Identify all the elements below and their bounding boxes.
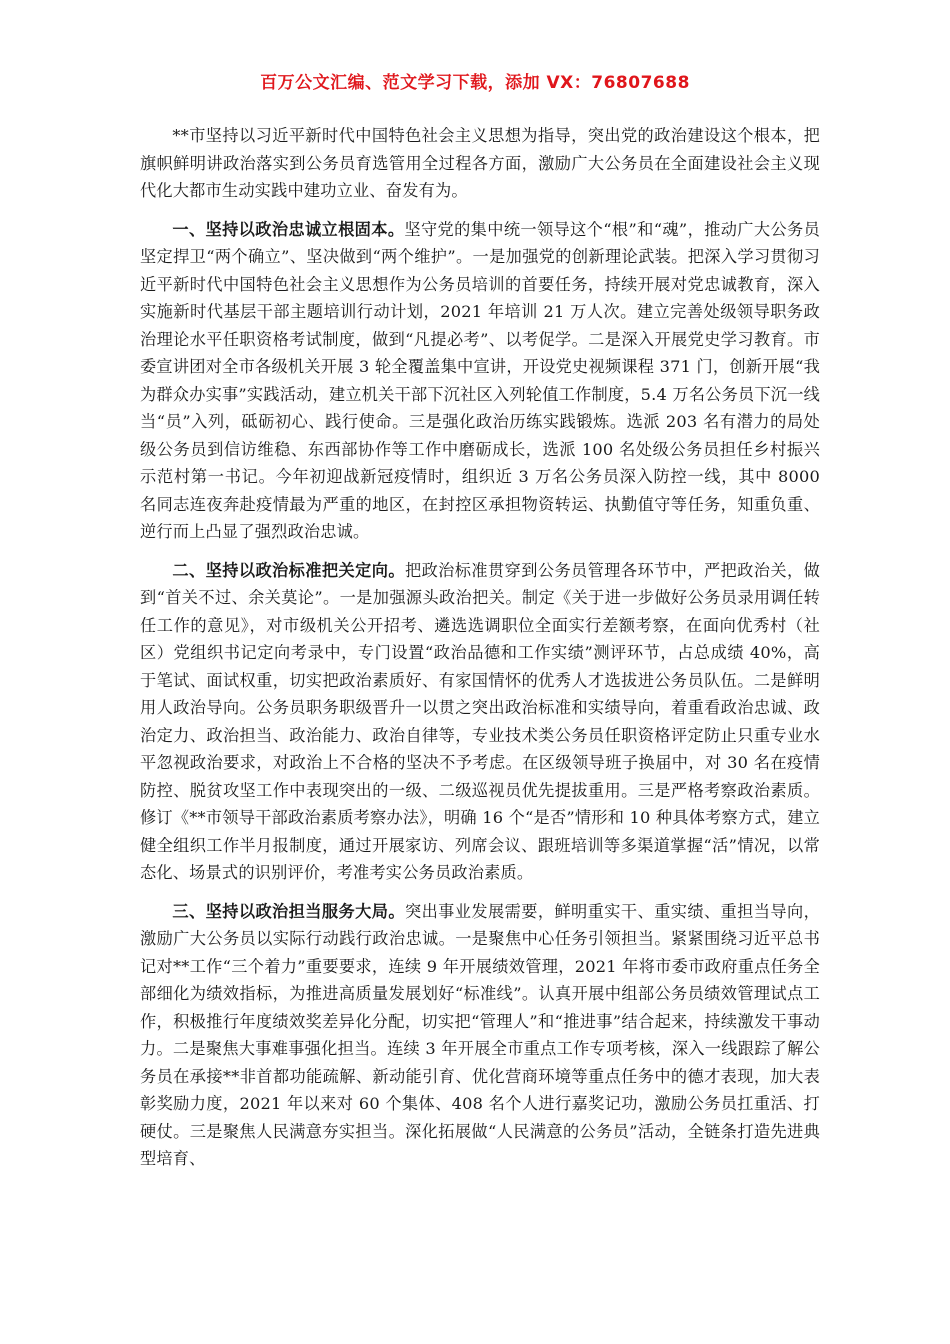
- section-paragraph-1: [140, 216, 820, 546]
- intro-paragraph: **市坚持以习近平新时代中国特色社会主义思想为指导，突出党的政治建设这个根本，把旗帜鲜明讲政治落实到公务员育选管用全过程各方面，激励广大公务员在全面建设社会主义现代化大都市生动实践中建功立业、奋发有为。: [140, 126, 820, 200]
- watermark-header: 百万公文汇编、范文学习下载，添加 VX：76807688: [260, 73, 690, 93]
- section-heading-1: 一、坚持以政治忠诚立根固本。: [172, 219, 405, 239]
- section-heading-2: 二、坚持以政治标准把关定向。: [172, 560, 405, 580]
- section-paragraph-2: [140, 557, 820, 887]
- section-text-3: 突出事业发展需要，鲜明重实干、重实绩、重担当导向，激励广大公务员以实际行动践行政治忠诚。一是聚焦中心任务引领担当。紧紧围绕习近平总书记对**工作“三个着力”重要要求，连续 9 年开展绩效管理，2021 年将市委市政府重点任务全部细化为绩效指标，为推进高质量发展划好“标准线”。认真开展中组部公务员绩效管理试点工作，积极推行年度绩效奖差异化分配，切实把“管理人”和“推进事”结合起来，持续激发干事动力。二是聚焦大事难事强化担当。连续 3 年开展全市重点工作专项考核，深入一线跟踪了解公务员在承接**非首都功能疏解、新动能引育、优化营商环境等重点任务中的德才表现，加大表彰奖励力度，2021 年以来对 60 个集体、408 名个人进行嘉奖记功，激励公务员扛重活、打硬仗。三是聚焦人民满意夯实担当。深化拓展做“人民满意的公务员”活动，全链条打造先进典型培育、: [140, 901, 820, 1168]
- section-paragraph-3: [140, 898, 820, 1173]
- section-text-1: 坚守党的集中统一领导这个“根”和“魂”，推动广大公务员坚定捍卫“两个确立”、坚决做到“两个维护”。一是加强党的创新理论武装。把深入学习贯彻习近平新时代中国特色社会主义思想作为公务员培训的首要任务，持续开展对党忠诚教育，深入实施新时代基层干部主题培训行动计划，2021 年培训 21 万人次。建立完善处级领导职务政治理论水平任职资格考试制度，做到“凡提必考”、以考促学。二是深入开展党史学习教育。市委宣讲团对全市各级机关开展 3 轮全覆盖集中宣讲，开设党史视频课程 371 门，创新开展“我为群众办实事”实践活动，建立机关干部下沉社区入列轮值工作制度，5.4 万名公务员下沉一线当“员”入列，砥砺初心、践行使命。三是强化政治历练实践锻炼。选派 203 名有潜力的局处级公务员到信访维稳、东西部协作等工作中磨砺成长，选派 100 名处级公务员担任乡村振兴示范村第一书记。今年初迎战新冠疫情时，组织近 3 万名公务员深入防控一线，其中 8000 名同志连夜奔赴疫情最为严重的地区，在封控区承担物资转运、执勤值守等任务，知重负重、逆行而上凸显了强烈政治忠诚。: [140, 219, 820, 541]
- section-text-2: 把政治标准贯穿到公务员管理各环节中，严把政治关，做到“首关不过、余关莫论”。一是加强源头政治把关。制定《关于进一步做好公务员录用调任转任工作的意见》，对市级机关公开招考、遴选选调职位全面实行差额考察，在面向优秀村（社区）党组织书记定向考录中，专门设置“政治品德和工作实绩”测评环节，占总成绩 40%，高于笔试、面试权重，切实把政治素质好、有家国情怀的优秀人才选拔进公务员队伍。二是鲜明用人政治导向。公务员职务职级晋升一以贯之突出政治标准和实绩导向，着重看政治忠诚、政治定力、政治担当、政治能力、政治自律等，专业技术类公务员任职资格评定防止只重专业水平忽视政治要求，对政治上不合格的坚决不予考虑。在区级领导班子换届中，对 30 名在疫情防控、脱贫攻坚工作中表现突出的一级、二级巡视员优先提拔重用。三是严格考察政治素质。修订《**市领导干部政治素质考察办法》，明确 16 个“是否”情形和 10 种具体考察方式，建立健全组织工作半月报制度，通过开展家访、列席会议、跟班培训等多渠道掌握“活”情况，以常态化、场景式的识别评价，考准考实公务员政治素质。: [140, 560, 820, 882]
- section-heading-3: 三、坚持以政治担当服务大局。: [172, 901, 405, 921]
- document-body: [140, 122, 820, 1184]
